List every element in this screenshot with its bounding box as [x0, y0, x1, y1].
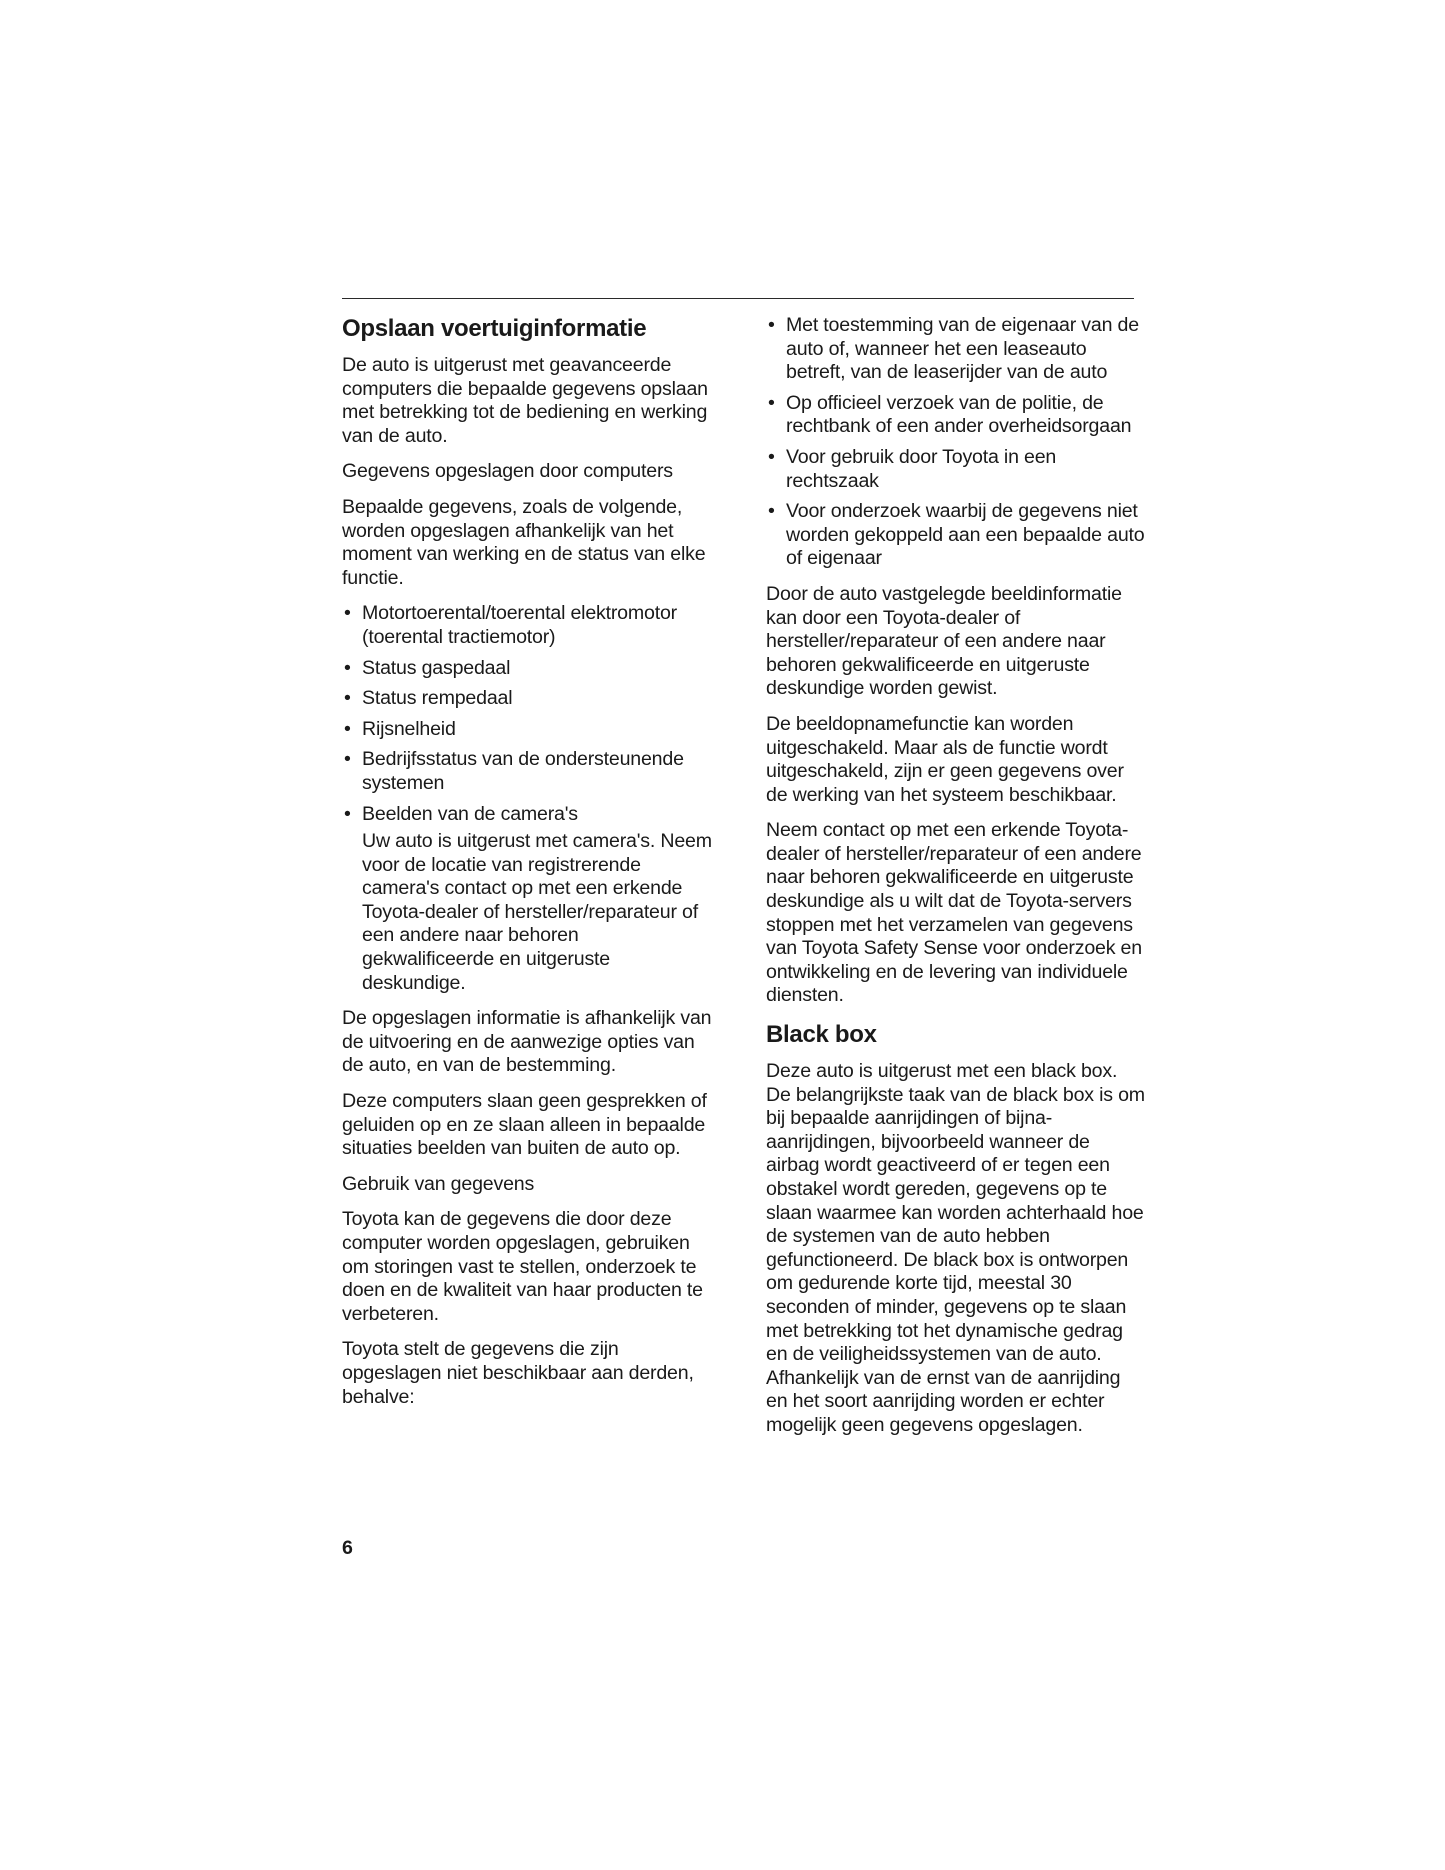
paragraph-subheading: Gegevens opgeslagen door computers [342, 460, 673, 483]
list-item-text: Op officieel verzoek van de politie, de rechtbank of een ander overheidsorgaan [786, 391, 1132, 438]
paragraph: Bepaalde gegevens, zoals de volgende, worden opgeslagen afhankelijk van het moment van werking en de status van elke functie. [342, 495, 706, 589]
paragraph: Toyota kan de gegevens die door deze computer worden opgeslagen, gebruiken om storingen vast te stellen, onderzoek te doen en de kwaliteit van haar producten te verbeteren. [342, 1208, 703, 1325]
paragraph-subheading: Gebruik van gegevens [342, 1172, 535, 1195]
list-item-text: Bedrijfsstatus van de ondersteunende systemen [362, 748, 684, 794]
bullet-glyph: • [344, 802, 351, 825]
bullet-glyph: • [768, 391, 775, 414]
section-heading-vehicle-info: Opslaan voertuiginformatie [342, 315, 647, 342]
list-item [766, 500, 1146, 571]
list-item [342, 687, 714, 711]
bullet-glyph: • [768, 445, 775, 468]
bullet-glyph: • [344, 748, 351, 771]
paragraph: De opgeslagen informatie is afhankelijk van de uitvoering en de aanwezige opties van de auto, en van de bestemming. [342, 1007, 712, 1077]
list-item [766, 446, 1146, 493]
list-item [342, 657, 714, 681]
list-item [342, 803, 714, 996]
paragraph: De auto is uitgerust met geavanceerde computers die bepaalde gegevens opslaan met betrekking tot de bediening en werking van de auto. [342, 354, 708, 447]
list-item [342, 748, 714, 795]
bullet-glyph: • [344, 656, 351, 679]
page-number: 6 [342, 1537, 353, 1559]
paragraph: Deze auto is uitgerust met een black box. De belangrijkste taak van de black box is om bij bepaalde aanrijdingen of bijna-aanrijdingen, bijvoorbeeld wanneer de airbag wordt geactiveerd of er tegen een obstakel wordt gereden, gegevens op te slaan waarmee kan worden achterhaald hoe de systemen van de auto hebben gefunctioneerd. De black box is ontworpen om gedurende korte tijd, meestal 30 seconden of minder, gegevens op te slaan met betrekking tot het dynamische gedrag en de veiligheidssystemen van de auto. Afhankelijk van de ernst van de aanrijding en het soort aanrijding worden er echter mogelijk geen gegevens opgeslagen. [766, 1060, 1145, 1436]
left-column [342, 314, 714, 1421]
list-item-text: Status gaspedaal [362, 656, 511, 679]
bullet-glyph: • [344, 687, 351, 710]
bullet-glyph: • [344, 717, 351, 740]
list-item [766, 314, 1146, 385]
list-item-note: Uw auto is uitgerust met camera's. Neem voor de locatie van registrerende camera's contact op met een erkende Toyota-dealer of hersteller/reparateur of een andere naar behoren gekwalificeerde en uitgeruste deskundige. [362, 830, 712, 994]
list-item [766, 392, 1146, 439]
list-item-text: Rijsnelheid [362, 717, 456, 740]
paragraph: Toyota stelt de gegevens die zijn opgeslagen niet beschikbaar aan derden, behalve: [342, 1338, 694, 1408]
right-column [766, 314, 1146, 1450]
list-item-text: Voor onderzoek waarbij de gegevens niet worden gekoppeld aan een bepaalde auto of eigenaar [786, 500, 1145, 570]
paragraph: De beeldopnamefunctie kan worden uitgeschakeld. Maar als de functie wordt uitgeschakeld, zijn er geen gegevens over de werking van het systeem beschikbaar. [766, 712, 1124, 806]
list-item [342, 718, 714, 742]
paragraph: Deze computers slaan geen gesprekken of geluiden op en ze slaan alleen in bepaalde situaties beelden van buiten de auto op. [342, 1090, 707, 1160]
stored-data-list [342, 602, 714, 995]
paragraph: Door de auto vastgelegde beeldinformatie kan door een Toyota-dealer of hersteller/reparateur of een andere naar behoren gekwalificeerde en uitgeruste deskundige worden gewist. [766, 582, 1122, 700]
bullet-glyph: • [768, 500, 775, 523]
section-heading-black-box: Black box [766, 1021, 877, 1049]
paragraph: Neem contact op met een erkende Toyota-dealer of hersteller/reparateur of een andere naar behoren gekwalificeerde en uitgeruste deskundige als u wilt dat de Toyota-servers stoppen met het verzamelen van gegevens van Toyota Safety Sense voor onderzoek en ontwikkeling en de levering van individuele diensten. [766, 819, 1142, 1007]
top-rule [342, 298, 1134, 299]
list-item-text: Voor gebruik door Toyota in een rechtszaak [786, 445, 1057, 492]
bullet-glyph: • [344, 602, 351, 625]
exception-list [766, 314, 1146, 571]
list-item-text: Beelden van de camera's [362, 802, 578, 825]
bullet-glyph: • [768, 314, 775, 336]
list-item [342, 602, 714, 649]
list-item-text: Motortoerental/toerental elektromotor (toerental tractiemotor) [362, 602, 677, 648]
list-item-text: Status rempedaal [362, 687, 513, 710]
list-item-text: Met toestemming van de eigenaar van de auto of, wanneer het een leaseauto betreft, van de leaserijder van de auto [786, 314, 1139, 384]
